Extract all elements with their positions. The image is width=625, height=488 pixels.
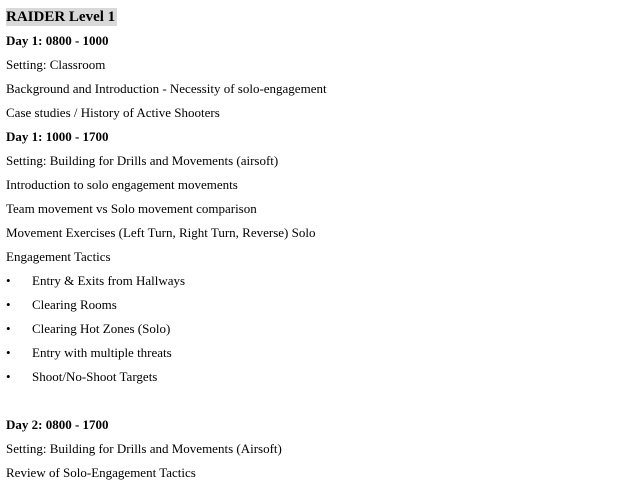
bullet-text: Clearing Hot Zones (Solo) [32, 321, 171, 336]
bullet-list-item [6, 269, 618, 293]
day1-afternoon-setting: Setting: Building for Drills and Movements (airsoft) [6, 153, 279, 168]
bullet-list-item [6, 341, 618, 365]
document-title: RAIDER Level 1 [6, 9, 116, 25]
bullet-symbol: • [6, 345, 11, 360]
bullet-list-item [6, 317, 618, 341]
bullet-symbol: • [6, 273, 11, 288]
paragraph-line: Introduction to solo engagement movements [6, 177, 238, 192]
paragraph-line: Background and Introduction - Necessity of solo-engagement [6, 81, 327, 96]
day1-afternoon-heading: Day 1: 1000 - 1700 [6, 129, 109, 144]
blank-line [6, 389, 618, 413]
bullet-text: Entry with multiple threats [32, 345, 172, 360]
paragraph-line: Engagement Tactics [6, 249, 111, 264]
bullet-symbol: • [6, 321, 11, 336]
day1-morning-setting: Setting: Classroom [6, 57, 106, 72]
bullet-list-item [6, 365, 618, 389]
bullet-list-item [6, 293, 618, 317]
paragraph-line: Review of Solo-Engagement Tactics [6, 465, 196, 480]
bullet-text: Shoot/No-Shoot Targets [32, 369, 158, 384]
document-title-line [6, 6, 618, 28]
paragraph-line: Team movement vs Solo movement comparison [6, 201, 257, 216]
paragraph-line: Movement Exercises (Left Turn, Right Turn, Reverse) Solo [6, 225, 316, 240]
bullet-text: Clearing Rooms [32, 297, 117, 312]
document-body [6, 6, 618, 485]
bullet-symbol: • [6, 369, 11, 384]
day1-morning-heading: Day 1: 0800 - 1000 [6, 33, 109, 48]
day2-setting: Setting: Building for Drills and Movements (Airsoft) [6, 441, 282, 456]
day2-heading: Day 2: 0800 - 1700 [6, 417, 109, 432]
bullet-text: Entry & Exits from Hallways [32, 273, 186, 288]
paragraph-line: Case studies / History of Active Shooters [6, 105, 220, 120]
bullet-symbol: • [6, 297, 11, 312]
